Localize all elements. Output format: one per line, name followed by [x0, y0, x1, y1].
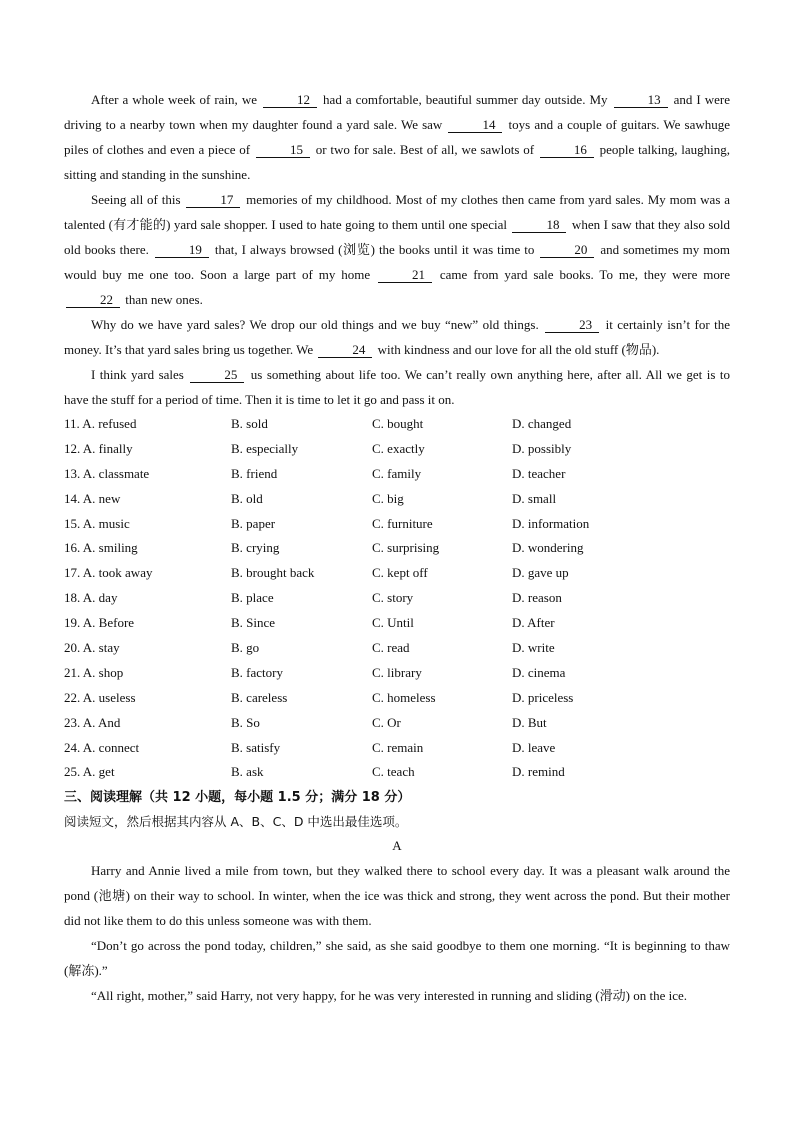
- option-c: C. Or: [372, 714, 401, 730]
- paragraph-text: when I saw that they also sold old books there.: [64, 217, 730, 257]
- option-c: C. homeless: [372, 689, 436, 705]
- option-c: C. teach: [372, 764, 415, 780]
- paragraph-text: and I were driving to a nearby town when my daughter found a yard sale. We saw: [64, 92, 731, 132]
- option-c: C. Until: [372, 615, 414, 631]
- section-heading: 三、阅读理解（共 12 小题，每小题 1.5 分；满分 18 分）: [64, 790, 411, 806]
- option-row: [64, 686, 730, 711]
- cloze-paragraph: [64, 312, 730, 362]
- option-row: [64, 487, 730, 512]
- option-row: [64, 636, 730, 661]
- option-c: C. surprising: [372, 540, 440, 556]
- option-row: [64, 760, 730, 785]
- paragraph-text: came from yard sale books. To me, they were more: [434, 267, 731, 282]
- paragraph-text: us something about life too. We can’t really own anything here, after all. All we get is to have the stuff for a period of time. Then it is time to let it go and pass it on.: [64, 367, 731, 407]
- paragraph-text: than new ones.: [122, 292, 203, 307]
- reading-paragraph: “Don’t go across the pond today, children,” she said, as she said goodbye to them one morning. “It is beginning to thaw (解冻).”: [64, 938, 730, 979]
- option-d: D. reason: [512, 590, 562, 606]
- option-a: 18. A. day: [64, 590, 118, 606]
- option-a: 16. A. smiling: [64, 540, 138, 556]
- option-row: [64, 437, 730, 462]
- paragraph-text: or two for sale. Best of all, we sawlots of: [311, 142, 538, 157]
- option-b: B. satisfy: [231, 739, 281, 755]
- option-b: B. So: [231, 714, 260, 730]
- option-a: 20. A. stay: [64, 640, 120, 656]
- option-b: B. Since: [231, 615, 276, 631]
- cloze-paragraph: [64, 187, 730, 312]
- option-d: D. priceless: [512, 689, 574, 705]
- cloze-blank: 12: [263, 92, 317, 108]
- option-c: C. furniture: [372, 515, 433, 531]
- cloze-blank: 20: [540, 242, 594, 258]
- option-d: D. changed: [512, 416, 572, 431]
- paragraph-text: had a comfortable, beautiful summer day outside. My: [319, 92, 612, 107]
- option-row: [64, 462, 730, 487]
- option-d: D. possibly: [512, 440, 572, 456]
- option-b: B. sold: [231, 416, 268, 431]
- option-d: D. teacher: [512, 465, 566, 481]
- option-b: B. factory: [231, 664, 283, 680]
- cloze-blank: 21: [378, 267, 432, 283]
- option-a: 23. A. And: [64, 714, 121, 730]
- option-a: 11. A. refused: [64, 416, 137, 431]
- paragraph-text: people talking, laughing, sitting and standing in the sunshine.: [64, 142, 730, 182]
- cloze-blank: 24: [318, 342, 372, 358]
- option-c: C. bought: [372, 416, 424, 431]
- paragraph-text: memories of my childhood. Most of my clothes then came from yard sales. My mom was a talented (有才能的) yard sale shopper. I used to hate going to them until one special: [64, 192, 730, 232]
- cloze-paragraph: [64, 87, 730, 187]
- option-d: D. small: [512, 490, 557, 506]
- option-c: C. story: [372, 590, 414, 606]
- cloze-passage: [64, 87, 730, 412]
- cloze-blank: 15: [256, 142, 310, 158]
- option-a: 14. A. new: [64, 490, 121, 506]
- option-row: [64, 711, 730, 736]
- option-b: B. go: [231, 640, 260, 656]
- option-c: C. read: [372, 640, 410, 656]
- option-c: C. kept off: [372, 565, 428, 581]
- option-c: C. big: [372, 490, 404, 506]
- paragraph-text: and sometimes my mom would buy me one too. Soon a large part of my home: [64, 242, 731, 282]
- option-b: B. place: [231, 590, 274, 606]
- option-row: [64, 611, 730, 636]
- reading-paragraph: “All right, mother,” said Harry, not very happy, for he was very interested in running and sliding (滑动) on the ice.: [91, 988, 687, 1004]
- option-row: [64, 536, 730, 561]
- option-c: C. library: [372, 664, 422, 680]
- option-a: 12. A. finally: [64, 440, 133, 456]
- option-d: D. leave: [512, 739, 556, 755]
- section-instruction: 阅读短文，然后根据其内容从 A、B、C、D 中选出最佳选项。: [64, 814, 408, 830]
- paragraph-text: Why do we have yard sales? We drop our old things and we buy “new” old things.: [91, 317, 544, 332]
- paragraph-text: I think yard sales: [91, 367, 189, 382]
- option-a: 21. A. shop: [64, 664, 124, 680]
- option-row: [64, 586, 730, 611]
- option-d: D. information: [512, 515, 590, 531]
- option-d: D. write: [512, 640, 555, 656]
- option-a: 17. A. took away: [64, 565, 153, 581]
- cloze-blank: 14: [448, 117, 502, 133]
- paragraph-text: Seeing all of this: [91, 192, 185, 207]
- option-a: 19. A. Before: [64, 615, 135, 631]
- cloze-paragraph: [64, 362, 730, 412]
- option-row: [64, 412, 730, 437]
- cloze-blank: 18: [512, 217, 566, 233]
- option-d: D. cinema: [512, 664, 566, 680]
- option-b: B. paper: [231, 515, 276, 531]
- option-b: B. especially: [231, 440, 299, 456]
- cloze-blank: 23: [545, 317, 599, 333]
- option-row: [64, 561, 730, 586]
- paragraph-text: toys and a couple of guitars. We sawhuge piles of clothes and even a piece of: [64, 117, 731, 157]
- option-d: D. But: [512, 714, 547, 730]
- cloze-blank: 22: [66, 292, 120, 308]
- exam-page: [64, 87, 730, 1008]
- cloze-blank: 17: [186, 192, 240, 208]
- option-b: B. careless: [231, 689, 288, 705]
- option-b: B. brought back: [231, 565, 315, 581]
- reading-paragraph: Harry and Annie lived a mile from town, but they walked there to school every day. It was a pleasant walk around the pond (池塘) on their way to school. In winter, when the ice was thick and strong, they went across the pond. But their mother did not like them to do this unless someone was with them.: [64, 863, 730, 929]
- paragraph-text: After a whole week of rain, we: [91, 92, 262, 107]
- cloze-options: [64, 412, 730, 785]
- option-a: 25. A. get: [64, 764, 115, 780]
- option-d: D. After: [512, 615, 555, 631]
- paragraph-text: that, I always browsed (浏览) the books until it was time to: [210, 242, 539, 257]
- option-row: [64, 512, 730, 537]
- option-d: D. wondering: [512, 540, 584, 556]
- cloze-blank: 19: [155, 242, 209, 258]
- option-b: B. friend: [231, 465, 278, 481]
- passage-label: A: [392, 838, 402, 854]
- option-c: C. remain: [372, 739, 424, 755]
- option-row: [64, 661, 730, 686]
- paragraph-text: it certainly isn’t for the money. It’s that yard sales bring us together. We: [64, 317, 730, 357]
- paragraph-text: with kindness and our love for all the old stuff (物品).: [374, 342, 660, 357]
- option-d: D. remind: [512, 764, 565, 780]
- option-row: [64, 736, 730, 761]
- option-b: B. crying: [231, 540, 280, 556]
- cloze-blank: 13: [614, 92, 668, 108]
- option-d: D. gave up: [512, 565, 569, 581]
- cloze-blank: 25: [190, 367, 244, 383]
- option-a: 24. A. connect: [64, 739, 140, 755]
- option-b: B. old: [231, 490, 263, 506]
- option-b: B. ask: [231, 764, 264, 780]
- cloze-blank: 16: [540, 142, 594, 158]
- option-c: C. exactly: [372, 440, 425, 456]
- option-a: 13. A. classmate: [64, 465, 150, 481]
- option-c: C. family: [372, 465, 422, 481]
- option-a: 15. A. music: [64, 515, 130, 531]
- option-a: 22. A. useless: [64, 689, 136, 705]
